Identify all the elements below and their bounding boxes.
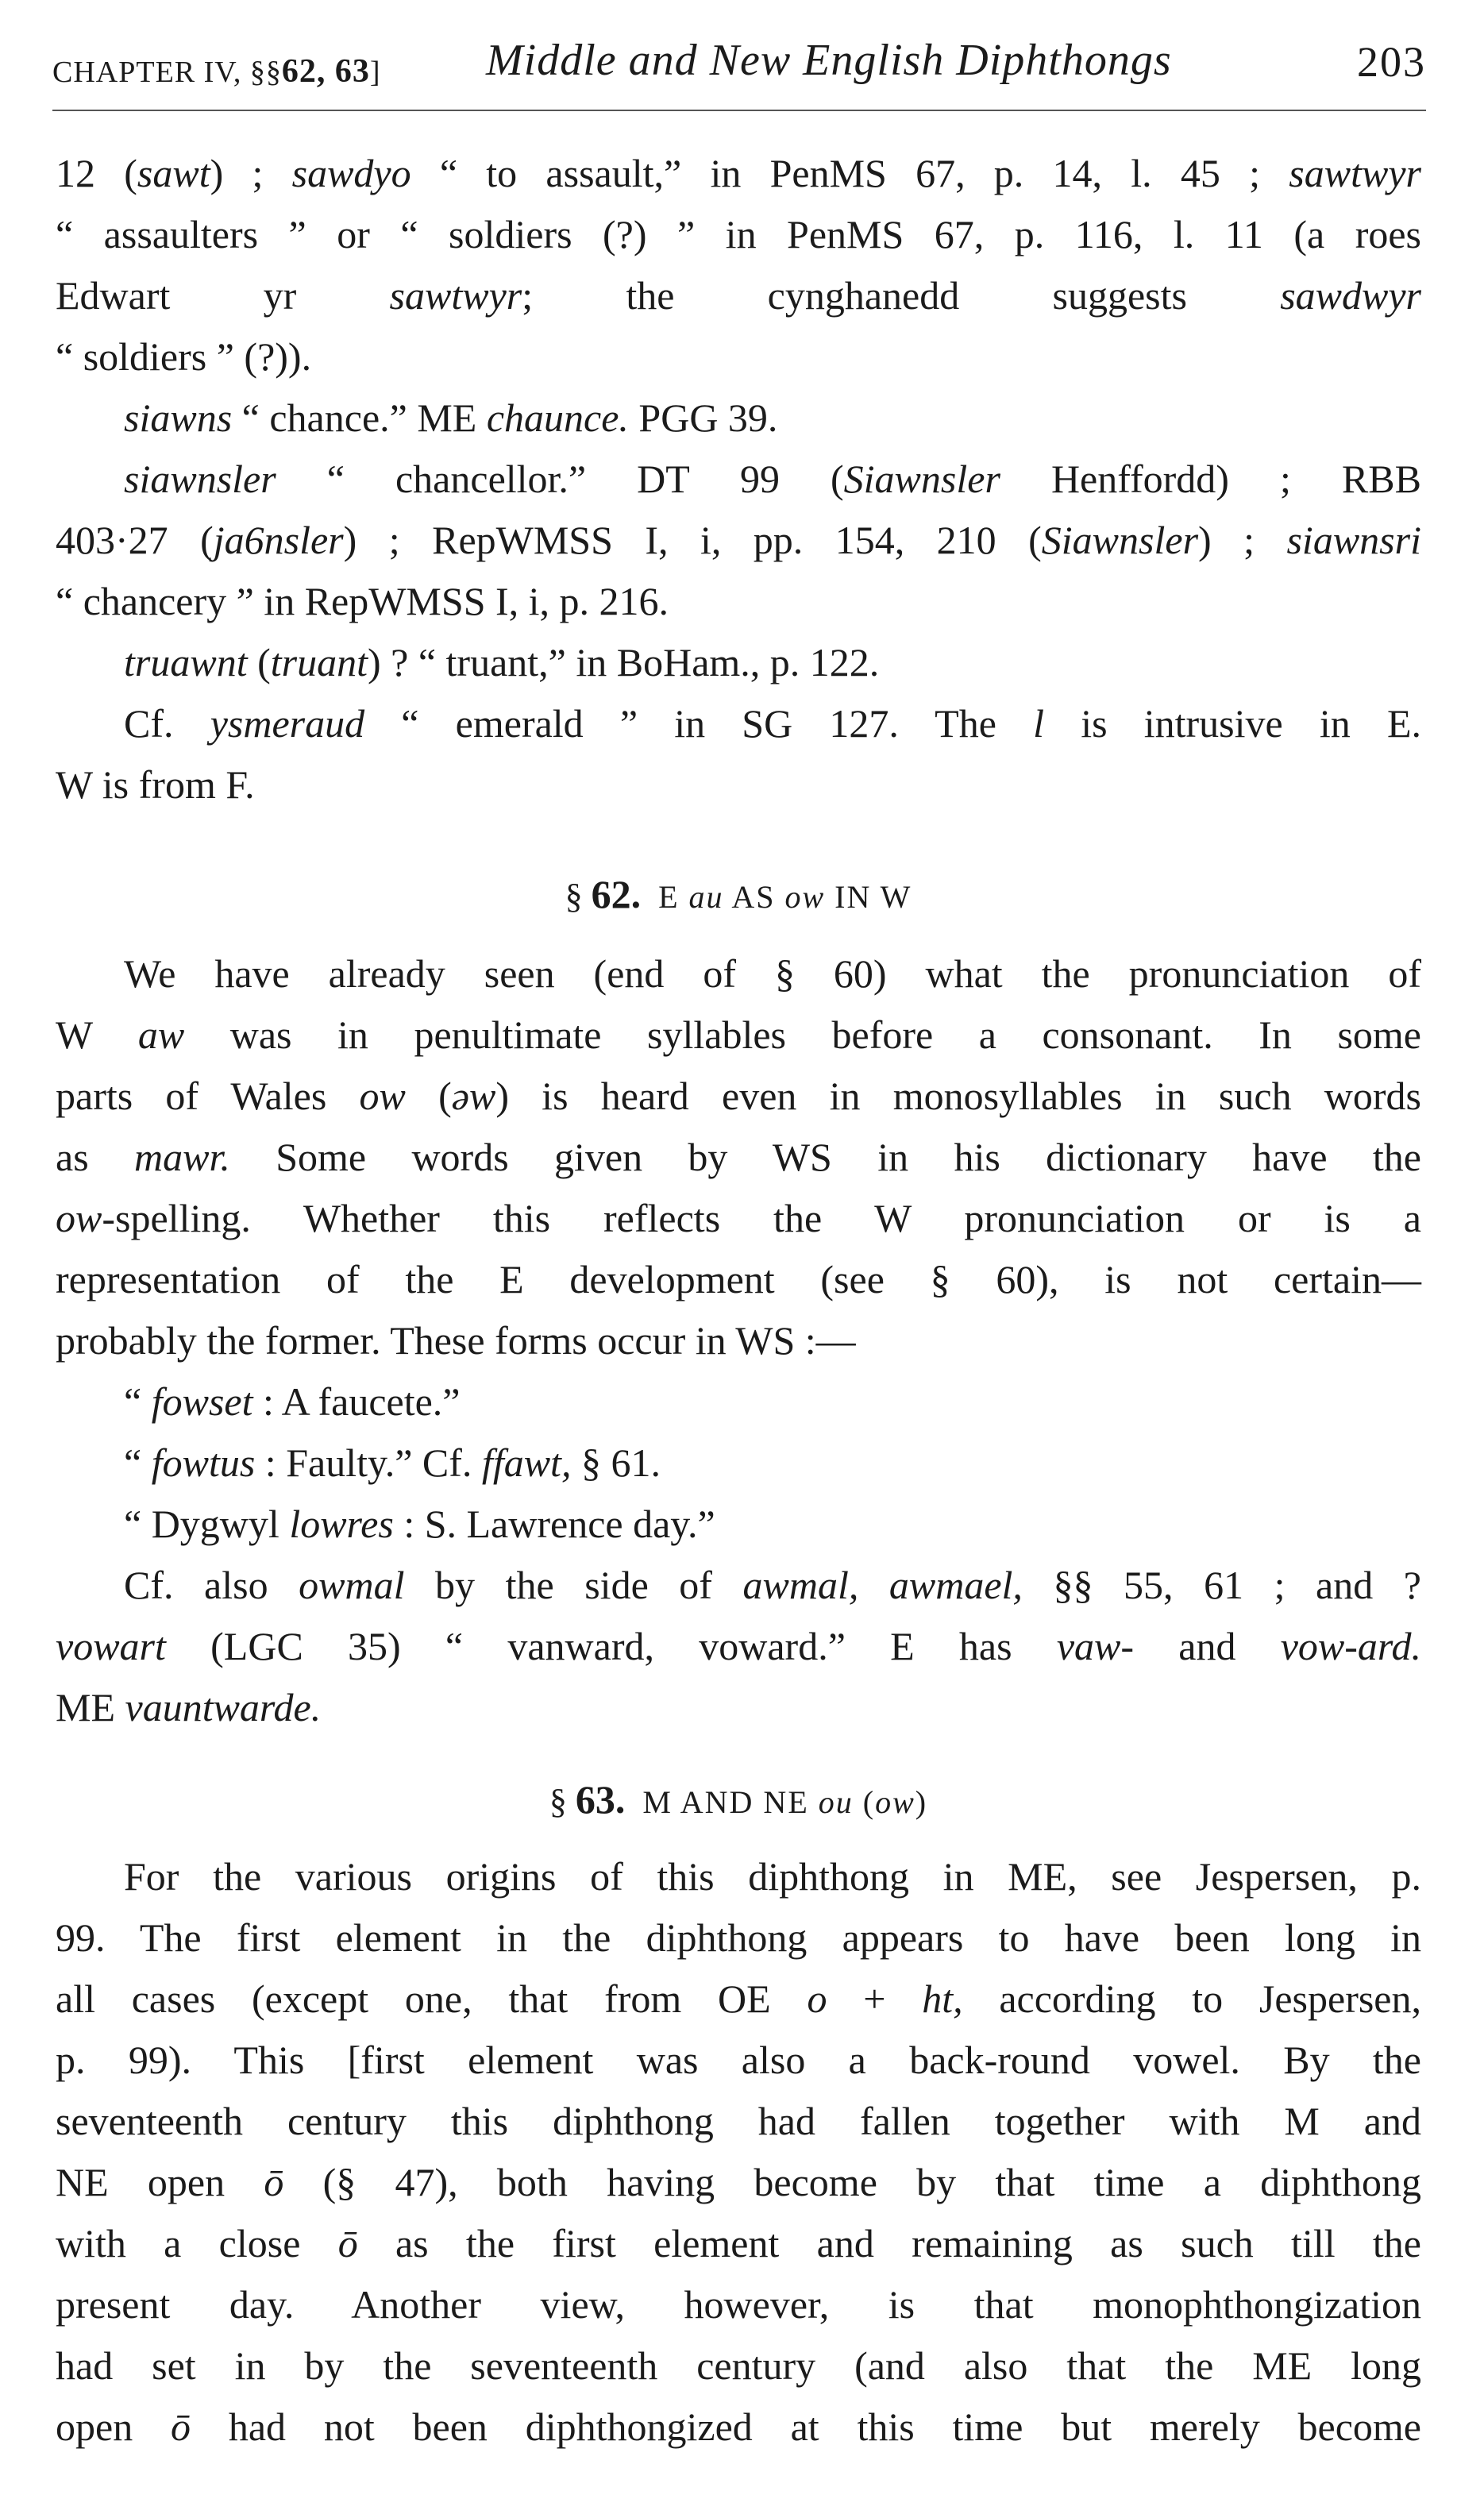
header-title: Middle and New English Diphthongs (486, 36, 1172, 85)
quote-fowset: “ fowset : A faucete.” (124, 1379, 461, 1424)
continued-entries (56, 143, 1421, 816)
text-line: 99. The first element in the diphthong appears to have been long in (56, 1915, 1421, 1960)
header-sections: 62, 63 (281, 53, 370, 90)
text-line: We have already seen (end of § 60) what the pronunciation of (124, 951, 1421, 996)
text-line: W is from F. (56, 762, 255, 807)
text-line: NE open ō (§ 47), both having become by that time a diphthong (56, 2160, 1421, 2204)
text-line: Cf. also owmal by the side of awmal, awmael, §§ 55, 61 ; and ? (124, 1563, 1421, 1607)
text-line: all cases (except one, that from OE o + ht, according to Jespersen, (56, 1976, 1421, 2021)
text-line: 403·27 (ja6nsler) ; RepWMSS I, i, pp. 154, 210 (Siawnsler) ; siawnsri (56, 518, 1421, 562)
text-line: p. 99). This [first element was also a back-round vowel. By the (56, 2038, 1421, 2082)
text-line: parts of Wales ow (əw) is heard even in monosyllables in such words (56, 1074, 1421, 1118)
section-heading: § 63. M AND NE ou (ow) (549, 1777, 928, 1822)
text-line: ow-spelling. Whether this reflects the W pronunciation or is a (56, 1196, 1421, 1240)
header-rule (52, 110, 1426, 111)
header-chapter: CHAPTER IV, §§ (52, 56, 282, 89)
section-62-body (56, 943, 1421, 1738)
text-line: For the various origins of this diphthong in ME, see Jespersen, p. (124, 1854, 1421, 1899)
text-line: with a close ō as the first element and remaining as such till the (56, 2221, 1421, 2265)
text-line: present day. Another view, however, is that monophthongization (56, 2282, 1421, 2327)
text-line: W aw was in penultimate syllables before a consonant. In some (56, 1012, 1421, 1057)
header-chapter-ref (52, 41, 381, 103)
text-line: 12 (sawt) ; sawdyo “ to assault,” in PenMS 67, p. 14, l. 45 ; sawtwyr (56, 151, 1421, 195)
entry-truawnt: truawnt (truant) ? “ truant,” in BoHam., p. 122. (124, 640, 880, 684)
text-line: “ chancery ” in RepWMSS I, i, p. 216. (56, 579, 669, 623)
text-line: vowart (LGC 35) “ vanward, voward.” E has vaw- and vow-ard. (56, 1624, 1421, 1668)
entry-siawnsler: siawnsler “ chancellor.” DT 99 (Siawnsler Henffordd) ; RBB (124, 457, 1421, 501)
text-line: had set in by the seventeenth century (and also that the ME long (56, 2343, 1421, 2388)
text-line: “ assaulters ” or “ soldiers (?) ” in PenMS 67, p. 116, l. 11 (a roes (56, 212, 1421, 256)
text-line: representation of the E development (see § 60), is not certain— (56, 1257, 1421, 1301)
quote-fowtus: “ fowtus : Faulty.” Cf. ffawt, § 61. (124, 1440, 661, 1485)
text-line: Cf. ysmeraud “ emerald ” in SG 127. The l is intrusive in E. (124, 701, 1422, 746)
page-number: 203 (1357, 38, 1426, 86)
section-63-body (56, 1846, 1421, 2458)
text-line: as mawr. Some words given by WS in his dictionary have the (56, 1135, 1421, 1179)
text-line: probably the former. These forms occur in WS :— (56, 1318, 856, 1363)
section-heading: § 62. E au AS ow IN W (565, 872, 912, 916)
text-line: Edwart yr sawtwyr; the cynghanedd suggests sawdwyr (56, 273, 1421, 318)
entry-siawns: siawns “ chance.” ME chaunce. PGG 39. (124, 395, 778, 440)
quote-lowres: “ Dygwyl lowres : S. Lawrence day.” (124, 1502, 715, 1546)
text-line: seventeenth century this diphthong had fallen together with M and (56, 2099, 1421, 2143)
section-63 (56, 1769, 1421, 1830)
text-line: open ō had not been diphthongized at this time but merely become (56, 2404, 1421, 2449)
running-header (52, 24, 1426, 90)
text-line: “ soldiers ” (?)). (56, 334, 312, 379)
header-bracket: ] (369, 56, 381, 89)
section-62 (56, 864, 1421, 925)
text-line: ME vauntwarde. (56, 1685, 322, 1729)
